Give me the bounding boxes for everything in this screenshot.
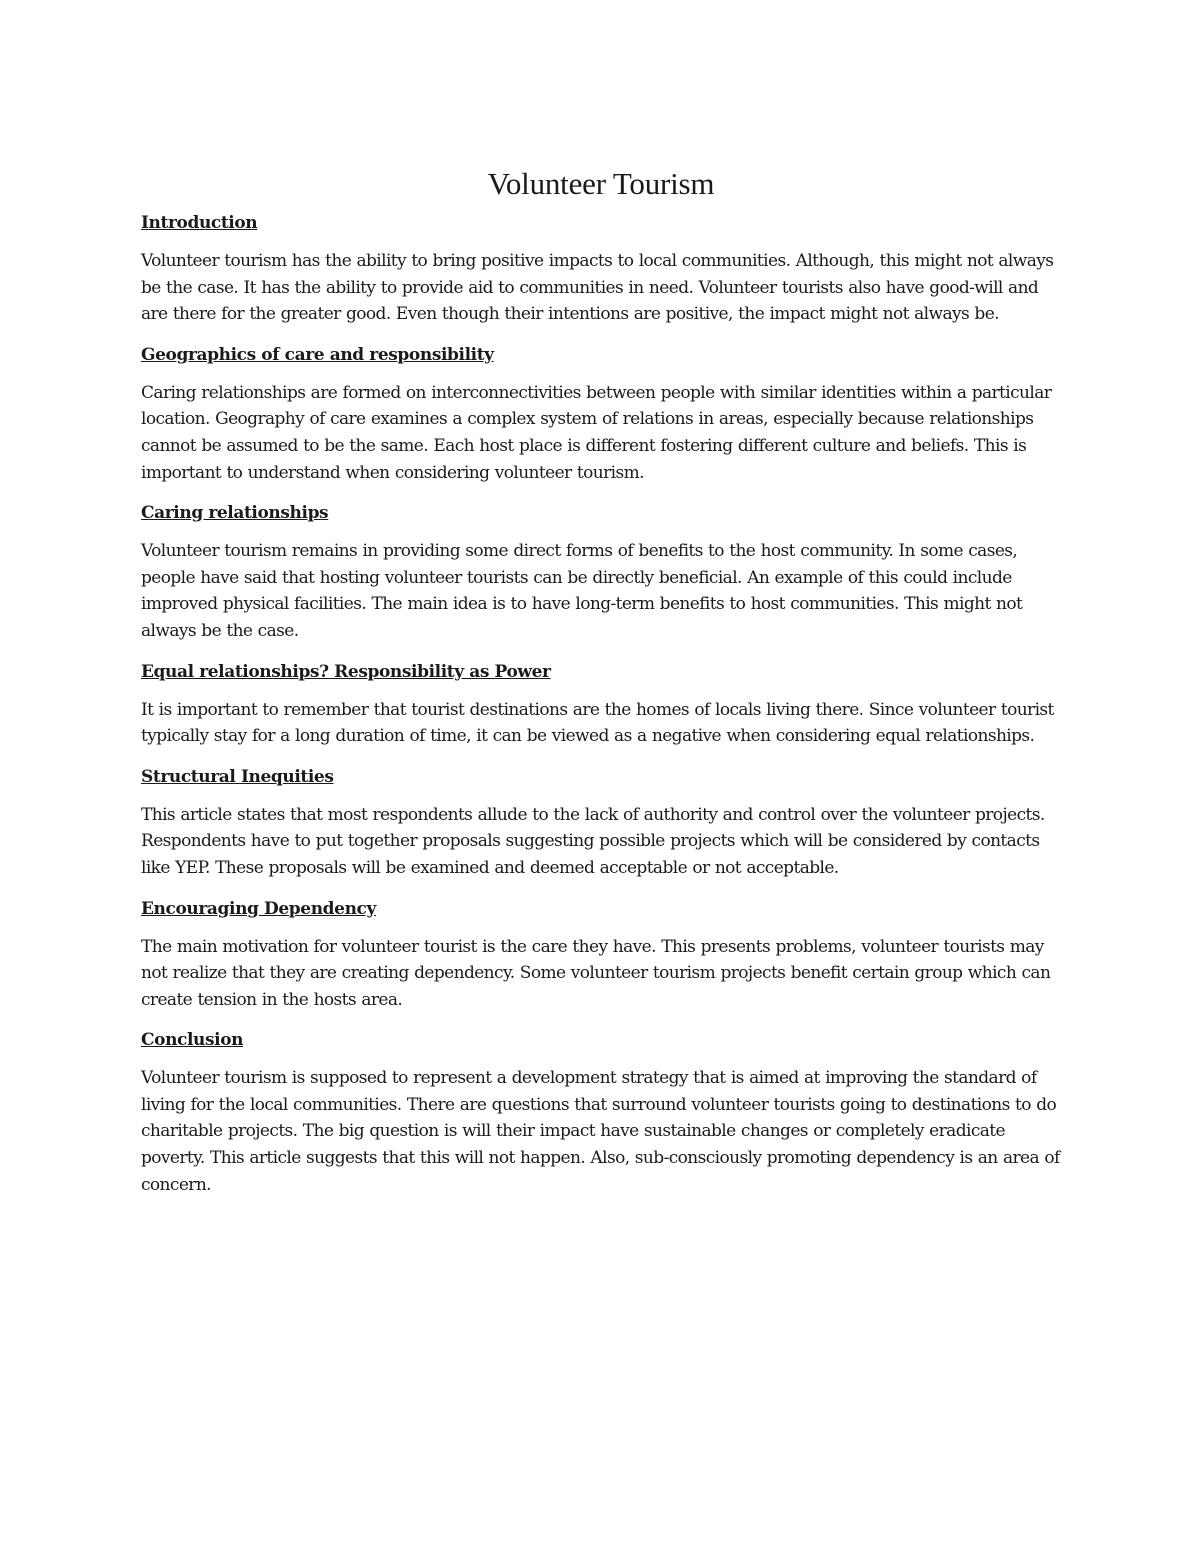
section-heading-encouraging-dependency: Encouraging Dependency — [141, 898, 376, 919]
section-body-encouraging-dependency: The main motivation for volunteer tourist is the care they have. This presents problems, volunteer tourists may not realize that they are creating dependency. Some volunteer tourism projects benefit certain group which can create tension in the hosts area. — [141, 936, 1051, 1010]
section-body-equal-relationships: It is important to remember that tourist destinations are the homes of locals living there. Since volunteer tourist typically stay for a long duration of time, it can be viewed as a negative when considering equal relationships. — [141, 699, 1054, 747]
document-title: Volunteer Tourism — [487, 166, 715, 201]
section-conclusion — [141, 1029, 1061, 1198]
section-caring-relationships — [141, 502, 1061, 644]
section-heading-structural-inequities: Structural Inequities — [141, 766, 334, 787]
section-heading-conclusion: Conclusion — [141, 1030, 244, 1051]
section-encouraging-dependency — [141, 898, 1061, 1014]
section-structural-inequities — [141, 766, 1061, 882]
section-body-introduction: Volunteer tourism has the ability to bring positive impacts to local communities. Although, this might not always be the case. It has the ability to provide aid to communities in need. Volunteer tourists also have good-will and are there for the greater good. Even though their intentions are positive, the impact might not always be. — [141, 251, 1054, 325]
section-heading-equal-relationships: Equal relationships? Responsibility as Power — [141, 661, 551, 682]
document-page — [141, 162, 1061, 1214]
section-body-structural-inequities: This article states that most respondents allude to the lack of authority and control over the volunteer projects. Respondents have to put together proposals suggesting possible projects which will be considered by contacts like YEP. These proposals will be examined and deemed acceptable or not acceptable. — [141, 804, 1045, 878]
section-heading-geographics-of-care: Geographics of care and responsibility — [141, 344, 494, 365]
section-heading-caring-relationships: Caring relationships — [141, 503, 329, 524]
section-body-conclusion: Volunteer tourism is supposed to represent a development strategy that is aimed at improving the standard of living for the local communities. There are questions that surround volunteer tourists going to destinations to do charitable projects. The big question is will their impact have sustainable changes or completely eradicate poverty. This article suggests that this will not happen. Also, sub-consciously promoting dependency is an area of concern. — [141, 1068, 1060, 1195]
section-introduction — [141, 212, 1061, 328]
section-body-caring-relationships: Volunteer tourism remains in providing some direct forms of benefits to the host community. In some cases, people have said that hosting volunteer tourists can be directly beneficial. An example of this could include improved physical facilities. The main idea is to have long-term benefits to host communities. This might not always be the case. — [141, 541, 1023, 641]
section-heading-introduction: Introduction — [141, 213, 258, 233]
section-geographics-of-care — [141, 344, 1061, 486]
section-equal-relationships — [141, 661, 1061, 750]
section-body-geographics-of-care: Caring relationships are formed on interconnectivities between people with similar identities within a particular location. Geography of care examines a complex system of relations in areas, especially because relationships cannot be assumed to be the same. Each host place is different fostering different culture and beliefs. This is important to understand when considering volunteer tourism. — [141, 382, 1052, 483]
